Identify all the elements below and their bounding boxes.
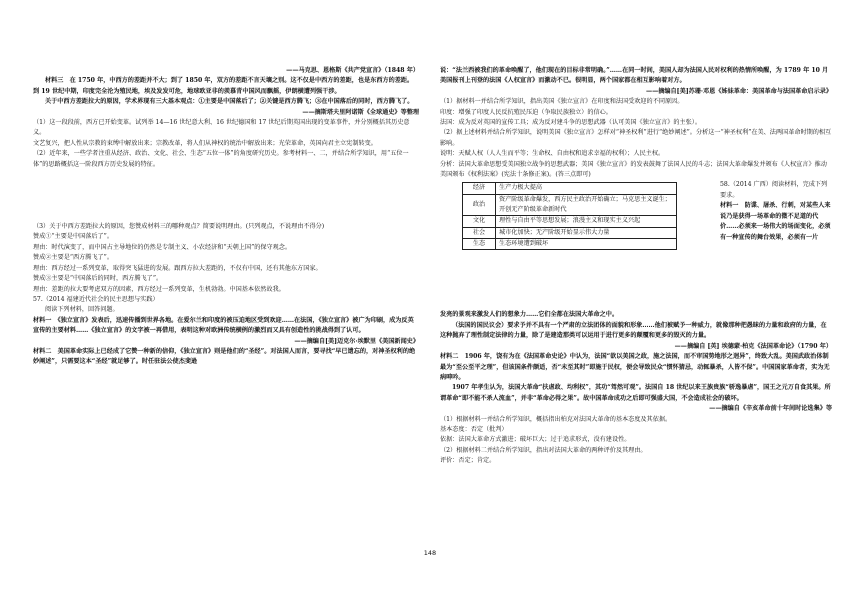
table-row-header: 生态 (463, 238, 496, 249)
table-row-header: 经济 (463, 183, 496, 194)
table-row (463, 194, 677, 216)
side-paragraph: 58.（2014 广西）阅读材料，完成下列要求。 (720, 181, 828, 199)
left-paragraph: （2）近年来，一些学者注重从经济、政治、文化、社会、生态“五位一体”的角度研究历史。参考材料一、二，并结合所学知识，用“五位一体”的思路概括这一阶段西方历史发展的特征。 (33, 150, 409, 168)
left-paragraph: 理由：西方经过一系列变革，取得突飞猛进的发展。跟西方拉大差距的，不仅有中国，还有其他东方国家。 (33, 264, 322, 272)
side-paragraph: 材料一 防谍、屠杀、行刺，对某些人来说乃是获得一场革命的微不足道的代价……必须来一场伟大的场面变化，必须有一种宣传的舞台效果，必须有一片 (720, 202, 831, 241)
left-paragraph: 阅读下列材料，回答问题。 (45, 306, 119, 314)
left-paragraph: 赞成①“主要是中国落后了”。 (33, 233, 113, 241)
table-cell: 资产阶级革命爆发，西方民主政治开始确立；马克思主义诞生；开创无产阶级革命新时代 (496, 194, 677, 216)
table-row (463, 227, 677, 238)
left-column (33, 66, 419, 368)
right2-paragraph: 基本态度：否定（批判） (440, 425, 508, 433)
left-paragraph: ——马克思、恩格斯《共产党宣言》（1848 年） (286, 67, 419, 74)
right-paragraph: 说：“法兰西被我们的革命唤醒了，他们现在的目标非常明确。”……在同一时间，美国人却为法国人民对权利的热情所唤醒，为 1789 年 10 月美国报刊上刊登的法国《人权宣言》而激动不已。很明显，两个国家都在相互影响着对方。 (440, 67, 829, 85)
table-row-header: 社会 (463, 227, 496, 238)
right-paragraph: 说明：天赋人权（人人生而平等；生命权、自由权和追求幸福的权利）；人民主权。 (440, 150, 665, 158)
left-paragraph: 关于中西方差距拉大的原因，学术界现有三大基本观点：①主要是中国落后了；②关键是西方腾飞；③在中国落后的同时，西方腾飞了。 (45, 98, 414, 106)
left-paragraph: 理由：差距的拉大要考虑双方的因素，西方经过一系列变革，生机勃勃。中国基本依然故我。 (33, 285, 285, 293)
right-paragraph: ——摘编自[美]苏珊·邓恩《姊妹革命：美国革命与法国革命启示录》 (645, 87, 832, 95)
question-58-intro (720, 180, 832, 242)
right-column (440, 66, 832, 467)
left-paragraph (33, 170, 419, 222)
right-paragraph: 印度：增强了印度人民反抗殖民压迫（争取民族独立）的信心。 (440, 108, 612, 116)
right2-paragraph: 1907 年孝生认为，法国大革命“扶虐政、均利权”，其功“驾然可观”。法国自 18 世纪以来王族贵族“骄逸暴虐”，国王之元万自食其果。所谓革命“即不能不杀人流血”，并非“革命必得之果”。故中国革命成功之后即可强盛大国，不会造成社会的破坏。 (440, 384, 831, 402)
table-cell: 理性与自由平等思想发展；浪漫主义和现实主义兴起 (496, 216, 677, 227)
right-paragraph: 分析：法国大革命思想受美国独立战争的思想武器；美国《独立宣言》的发表鼓舞了法国人民的斗志；法国大革命爆发并颁布《人权宣言》推动美国颁布《权利法案》(宪法十条修正案)。(答三点即可) (440, 160, 827, 179)
left-paragraph: ——摘斯塔夫里阿诺斯《全球通史》等整理 (302, 108, 419, 116)
left-paragraph: 赞成②主要是“西方腾飞了”。 (33, 254, 113, 262)
page-number: 148 (423, 549, 437, 557)
left-paragraph: 材料三 在 1750 年，中西方的差距并不大；到了 1850 年，双方的差距不言天壤之别。这不仅是中西方的差距，也是东西方的差距。到 19 世纪中期，印度完全沦为殖民地，埃及发发可危，地球欧亚非的羡慕青中国风而飘摇，伊朗横遭列强干涉。 (33, 77, 414, 95)
left-paragraph: 材料一 《独立宣言》发表后，迅速传播到世界各地。在爱尔兰和印度的被压迫地区受到欢迎……在法国，《独立宣言》被广为印刷，成为反英宣传的主要材料……《独立宣言》的文字被一再借用，表明这种对欧洲传统横例的激烈而又具有创造性的挑战得到了认可。 (33, 316, 414, 335)
left-paragraph: 理由：时代演变了，而中国占主导地位的仍然是专制主义、小农经济和“天朝上国”的保守观念。 (33, 243, 292, 251)
right-paragraph: 法国：成为反对英国的宣传工具；成为反对建斗争的思想武器（认可美国《独立宣言》的主张）。 (440, 119, 701, 127)
table-cell: 生产力极大提高 (496, 183, 677, 194)
right2-paragraph: 发亮的景观来激发人们的想象力……它们全都在法国大革命之中。 (440, 311, 619, 319)
right2-paragraph: 评价：否定；肯定。 (440, 457, 496, 465)
right2-paragraph: 依据：法国大革命方式激进；破坏巨大；过于追求形式，没有建设性。 (440, 436, 631, 444)
table-cell: 生态环境遭到破坏 (496, 238, 677, 249)
left-paragraph: （1）这一段段前，西方已开始变革。试列举 14—16 世纪意大利、16 世纪德国和 17 世纪后期英国出现的变革事件，并分别概括其历史意义。 (33, 119, 410, 137)
table-row (463, 183, 677, 194)
table-cell: 城市化加快；无产阶级开始显示伟大力量 (496, 227, 677, 238)
left-paragraph: 文艺复兴，把人性从宗教的束缚中解放出来；宗教改革，将人们从神权的统治中解放出来；光荣革命，英国向君主立宪制转变。 (33, 139, 377, 147)
five-in-one-table (462, 182, 677, 250)
left-paragraph: 材料二 美国革命实际上已经成了它赞一种新的信仰，《独立宣言》则是他们的“圣经”。对法国人而言，要寻找“早已遗忘的，对神圣权利的绝妙阐述”，只需要这本“圣经”就足够了。时任驻法公使杰斐逊 (33, 347, 416, 366)
right2-paragraph: ——摘编自《辛亥革命前十年间时论选集》等 (709, 405, 832, 413)
right2-paragraph: （法国的国民议会）要求予并不具有一个严肃的立法团体的面貌和形象……他们被赋予一种威力，就像那种把愚昧的力量和政府的力量，在这种抛弃了理性制定法律的力量，除了是建造那类可以运用于进行更多的颠覆和更多的毁灭的力量。 (440, 321, 827, 340)
right-paragraph: （1）据材料一并结合所学知识，指出美国《独立宣言》在印度和法国受欢迎的不同原因。 (440, 98, 684, 106)
table-row-header: 政治 (463, 194, 496, 216)
right2-paragraph: 材料二 1906 年，饶有为在《法国革命史论》中认为，法国“欲以美国之政，施之法国，而不审国势地形之迥异”，终致大乱。美国武政治体制最为“至公至平之理”，但该国条件颇适，否“未至其时”即施于民权，便会导致民众“惯怀猜忌，动辄暴杀，人皆不保”。中国国家革命者，实为无病呻吟。 (440, 353, 830, 381)
left-paragraph: （3）关于中西方差距拉大的原因，您赞成材料三的哪种观点？简要说明理由。(只列观点，不说理由不得分) (33, 223, 325, 231)
table-section (440, 180, 832, 310)
right-bottom-text (440, 310, 832, 466)
table-row (463, 216, 677, 227)
table-row (463, 238, 677, 249)
left-paragraph: 赞成③主要是“中国落后的同时，西方腾飞了”。 (33, 275, 163, 283)
right2-paragraph: （1）根据材料一并结合所学知识，概括指出柏克对法国大革命的基本态度及其依据。 (440, 415, 672, 423)
right2-paragraph: ——摘编自 [英] 埃德蒙·柏克《法国革命论》（1790 年） (674, 342, 832, 350)
left-paragraph: 57.（2014 福建近代社会的民主思想与实践） (33, 295, 159, 303)
right-paragraph: （2）据上述材料并结合所学知识，说明美国《独立宣言》怎样对“神圣权利”进行“绝妙阐述”。分析这一“神圣权利”在美、法两国革命时期的相互影响。 (440, 129, 832, 147)
right-top-text (440, 66, 832, 180)
left-paragraph: ——摘编自[美]迈克尔·埃默里《美国新闻史》 (294, 337, 419, 345)
table-row-header: 文化 (463, 216, 496, 227)
right2-paragraph: （2）根据材料二并结合所学知识，指出对法国大革命的两种评价及其理由。 (440, 446, 647, 454)
